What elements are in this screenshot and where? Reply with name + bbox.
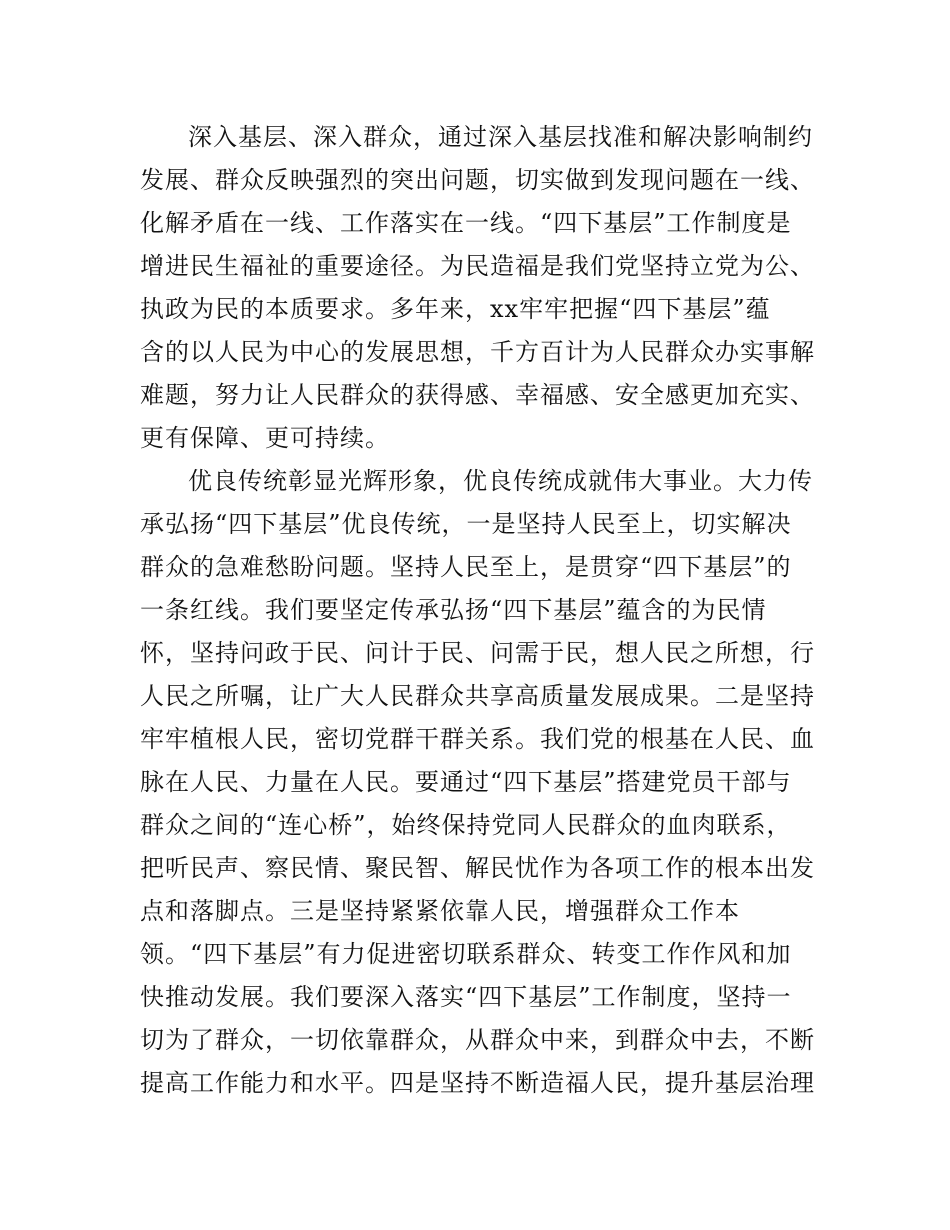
paragraph-2-line-3: 群众的急难愁盼问题。坚持人民至上，是贯穿“四下基层”的 xyxy=(140,553,792,581)
paragraph-1-line-8: 更有保障、更可持续。 xyxy=(140,424,390,452)
paragraph-2-line-13: 快推动发展。我们要深入落实“四下基层”工作制度，坚持一 xyxy=(140,983,792,1011)
paragraph-2-line-4: 一条红线。我们要坚定传承弘扬“四下基层”蕴含的为民情 xyxy=(140,596,767,624)
paragraph-1-line-1: 深入基层、深入群众，通过深入基层找准和解决影响制约 xyxy=(188,123,813,151)
paragraph-2-line-12: 领。“四下基层”有力促进密切联系群众、转变工作作风和加 xyxy=(140,940,792,968)
paragraph-1-line-7: 难题，努力让人民群众的获得感、幸福感、安全感更加充实、 xyxy=(140,381,815,409)
paragraph-2-line-5: 怀，坚持问政于民、问计于民、问需于民，想人民之所想，行 xyxy=(140,639,815,667)
paragraph-1-line-5: 执政为民的本质要求。多年来，xx牢牢把握“四下基层”蕴 xyxy=(140,295,771,323)
paragraph-2-line-8: 脉在人民、力量在人民。要通过“四下基层”搭建党员干部与 xyxy=(140,768,792,796)
document-body xyxy=(140,116,820,1105)
paragraph-1-line-6: 含的以人民为中心的发展思想，千方百计为人民群众办实事解 xyxy=(140,338,815,366)
paragraph-2-line-14: 切为了群众，一切依靠群众，从群众中来，到群众中去，不断 xyxy=(140,1026,815,1054)
paragraph-2-line-10: 把听民声、察民情、聚民智、解民忧作为各项工作的根本出发 xyxy=(140,854,815,882)
paragraph-1-line-2: 发展、群众反映强烈的突出问题，切实做到发现问题在一线、 xyxy=(140,166,815,194)
paragraph-2-line-9: 群众之间的“连心桥”，始终保持党同人民群众的血肉联系， xyxy=(140,811,792,839)
paragraph-2-line-15: 提高工作能力和水平。四是坚持不断造福人民，提升基层治理 xyxy=(140,1069,815,1097)
paragraph-2-line-1: 优良传统彰显光辉形象，优良传统成就伟大事业。大力传 xyxy=(188,467,813,495)
paragraph-2-line-6: 人民之所嘱，让广大人民群众共享高质量发展成果。二是坚持 xyxy=(140,682,815,710)
paragraph-2-line-2: 承弘扬“四下基层”优良传统，一是坚持人民至上，切实解决 xyxy=(140,510,792,538)
paragraph-2-line-7: 牢牢植根人民，密切党群干群关系。我们党的根基在人民、血 xyxy=(140,725,815,753)
paragraph-1-line-3: 化解矛盾在一线、工作落实在一线。“四下基层”工作制度是 xyxy=(140,209,792,237)
paragraph-2-line-11: 点和落脚点。三是坚持紧紧依靠人民，增强群众工作本 xyxy=(140,897,740,925)
paragraph-1-line-4: 增进民生福祉的重要途径。为民造福是我们党坚持立党为公、 xyxy=(140,252,815,280)
